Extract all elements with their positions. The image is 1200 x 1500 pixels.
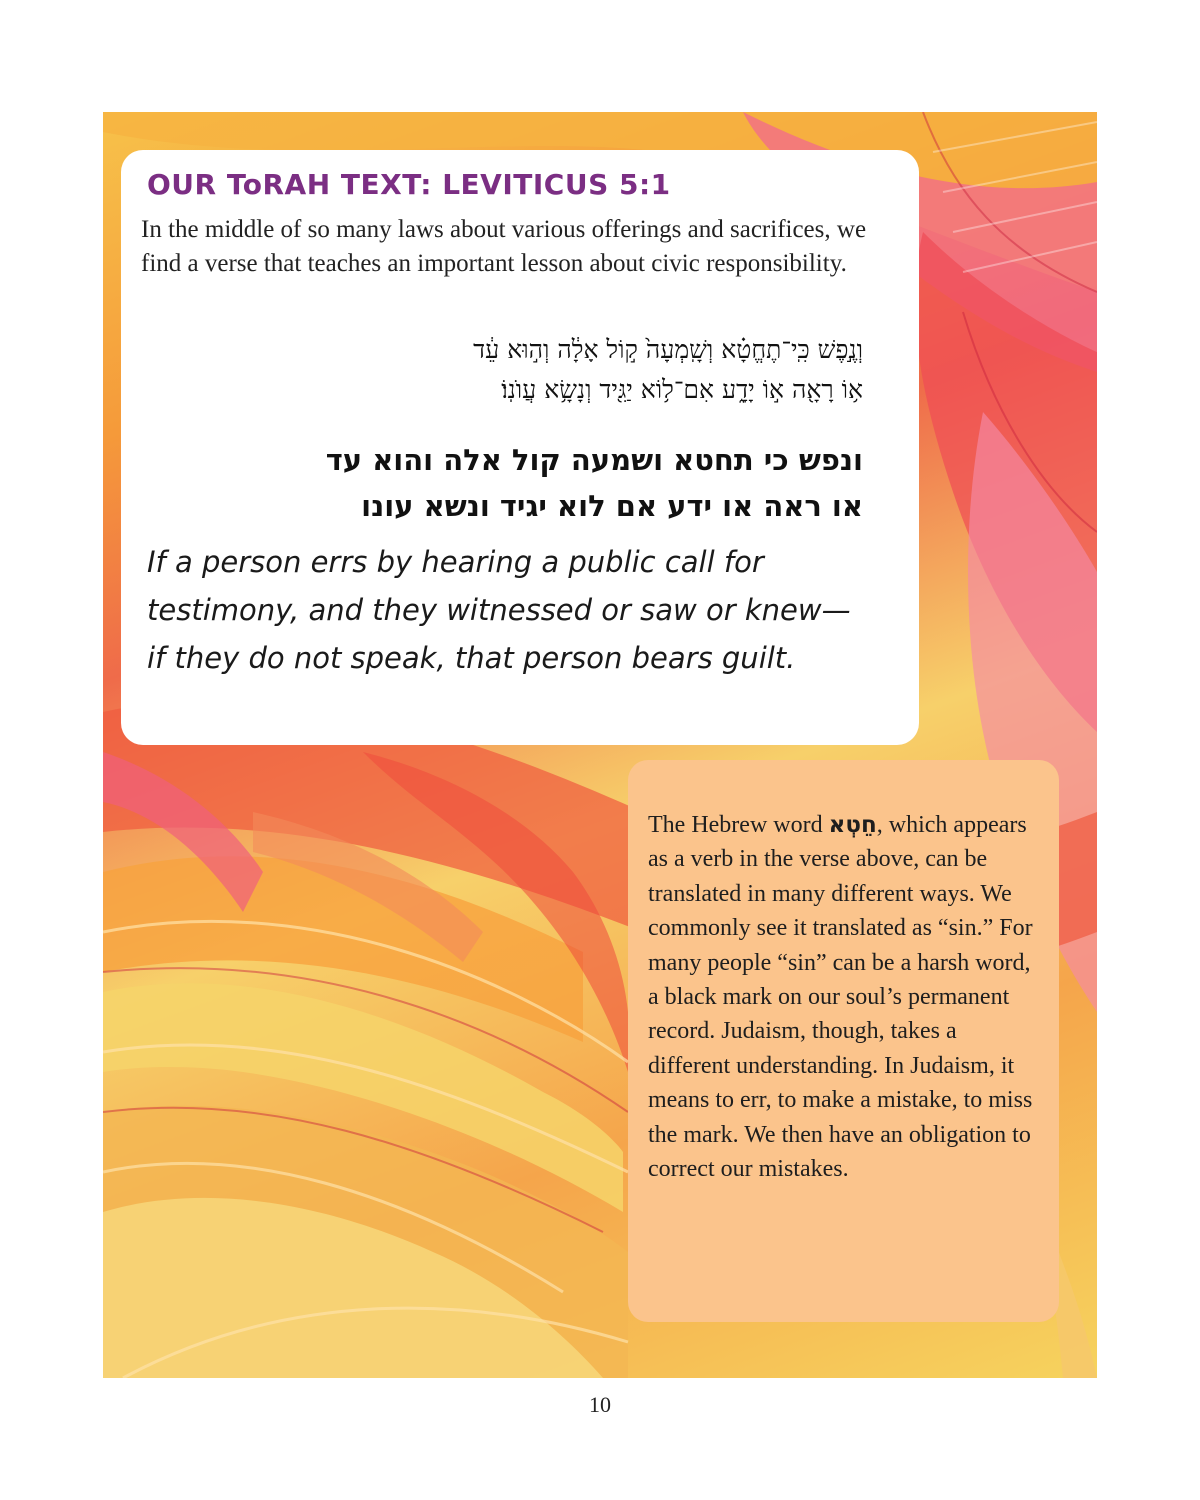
hebrew-pointed-line: א֥וֹ רָאָ֖ה א֣וֹ יָדָ֑ע אִם־ל֥וֹא יַגִּ֖יד וְנָשָׂ֥א עֲוֺנֽוֹ׃ [501, 375, 863, 404]
hebrew-word-chet: חֵטְא [828, 812, 877, 838]
english-translation [147, 538, 907, 682]
hebrew-script-line: ונפש כי תחטא ושמעה קול אלה והוא עד [325, 443, 863, 477]
sidebar-text-before: The Hebrew word [648, 812, 829, 838]
translation-line: testimony, and they witnessed or saw or knew— [147, 593, 851, 627]
hebrew-verse-script [326, 437, 863, 529]
page-number: 10 [589, 1392, 611, 1417]
translation-line: If a person errs by hearing a public call for [147, 545, 764, 579]
hebrew-script-line: או ראה או ידע אם לוא יגיד ונשא עונו [361, 489, 863, 523]
sidebar-note-card [628, 760, 1059, 1322]
intro-paragraph: In the middle of so many laws about various offerings and sacrifices, we find a verse that teaches an important lesson about civic responsibility. [141, 216, 867, 277]
sidebar-text-after: , which appears as a verb in the verse above, can be translated in many different ways. We commonly see it translated as “sin.” For many people “sin” can be a harsh word, a black mark on our soul’s permanent record. Judaism, though, takes a different understanding. In Judaism, it means to err, to make a mistake, to miss the mark. We then have an obligation to correct our mistakes. [648, 812, 1033, 1183]
torah-text-card [121, 150, 919, 745]
section-heading: OUR ToRAH TEXT: LEVITICUS 5:1 [147, 168, 671, 201]
hebrew-verse-pointed [473, 330, 863, 410]
translation-line: if they do not speak, that person bears guilt. [147, 641, 796, 675]
sidebar-paragraph [648, 808, 1043, 1186]
hebrew-pointed-line: וְנֶ֣פֶשׁ כִּֽי־תֶחֱטָ֗א וְשָֽׁמְעָה֙ ק֣וֹל אָלָ֔ה וְה֣וּא עֵ֔ד [473, 335, 863, 364]
